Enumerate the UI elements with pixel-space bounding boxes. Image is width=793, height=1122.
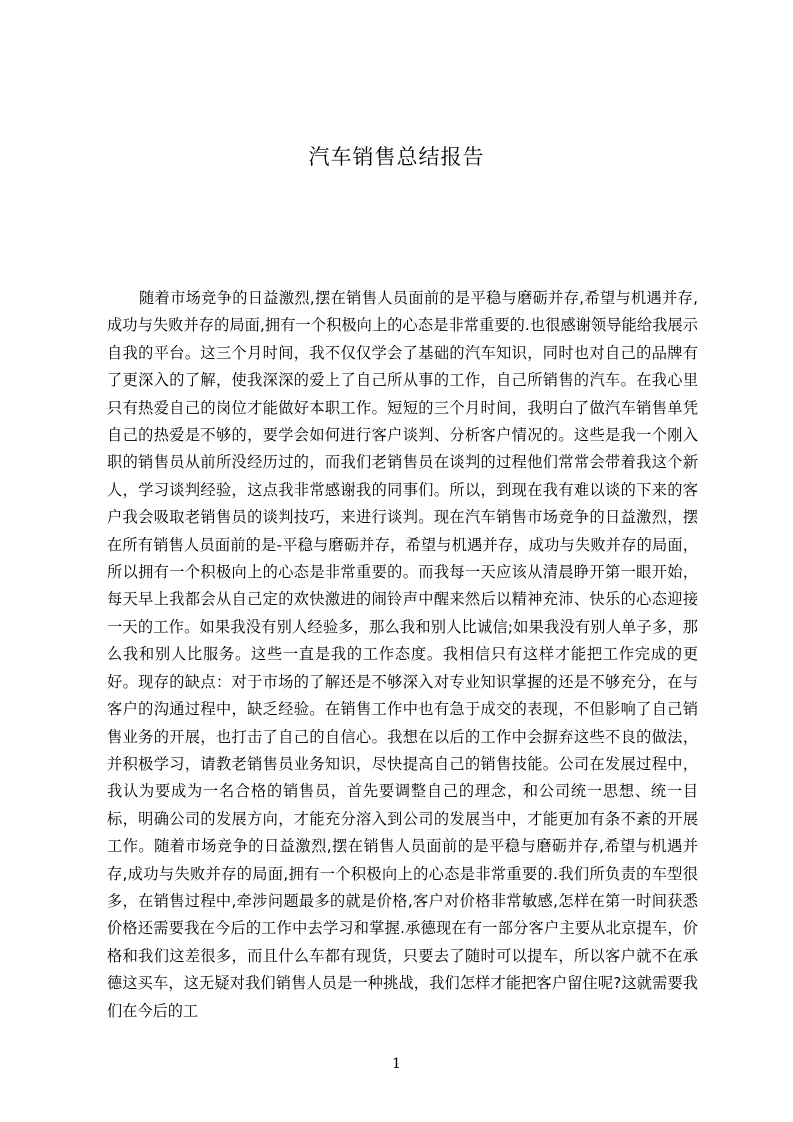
document-title: 汽车销售总结报告 — [308, 145, 485, 169]
body-paragraph: 随着市场竞争的日益激烈,摆在销售人员面前的是平稳与磨砺并存,希望与机遇并存,成功与失败并存的局面,拥有一个积极向上的心态是非常重要的.也很感谢领导能给我展示自我的平台。这三个月时间，我不仅仅学会了基础的汽车知识，同时也对自己的品牌有了更深入的了解，使我深深的爱上了自己所从事的工作，自己所销售的汽车。在我心里只有热爱自己的岗位才能做好本职工作。短短的三个月时间，我明白了做汽车销售单凭自己的热爱是不够的，要学会如何进行客户谈判、分析客户情况的。这些是我一个刚入职的销售员从前所没经历过的，而我们老销售员在谈判的过程他们常常会带着我这个新人，学习谈判经验，这点我非常感谢我的同事们。所以，到现在我有难以谈的下来的客户我会吸取老销售员的谈判技巧，来进行谈判。现在汽车销售市场竞争的日益激烈，摆在所有销售人员面前的是-平稳与磨砺并存，希望与机遇并存，成功与失败并存的局面，所以拥有一个积极向上的心态是非常重要的。而我每一天应该从清晨睁开第一眼开始，每天早上我都会从自己定的欢快激进的闹铃声中醒来然后以精神充沛、快乐的心态迎接一天的工作。如果我没有别人经验多，那么我和别人比诚信;如果我没有别人单子多，那么我和别人比服务。这些一直是我的工作态度。我相信只有这样才能把工作完成的更好。现存的缺点：对于市场的了解还是不够深入对专业知识掌握的还是不够充分，在与客户的沟通过程中，缺乏经验。在销售工作中也有急于成交的表现，不但影响了自己销售业务的开展，也打击了自己的自信心。我想在以后的工作中会摒弃这些不良的做法，并积极学习，请教老销售员业务知识，尽快提高自己的销售技能。公司在发展过程中，我认为要成为一名合格的销售员，首先要调整自己的理念，和公司统一思想、统一目标，明确公司的发展方向，才能充分溶入到公司的发展当中，才能更加有条不紊的开展工作。随着市场竞争的日益激烈,摆在销售人员面前的是平稳与磨砺并存,希望与机遇并存,成功与失败并存的局面,拥有一个积极向上的心态是非常重要的.我们所负责的车型很多，在销售过程中,牵涉问题最多的就是价格,客户对价格非常敏感,怎样在第一时间获悉价格还需要我在今后的工作中去学习和掌握.承德现在有一部分客户主要从北京提车，价格和我们这差很多，而且什么车都有现货，只要去了随时可以提车，所以客户就不在承德这买车，这无疑对我们销售人员是一种挑战，我们怎样才能把客户留住呢?这就需要我们在今后的工 — [107, 289, 698, 1020]
page-number: 1 — [392, 1056, 401, 1072]
